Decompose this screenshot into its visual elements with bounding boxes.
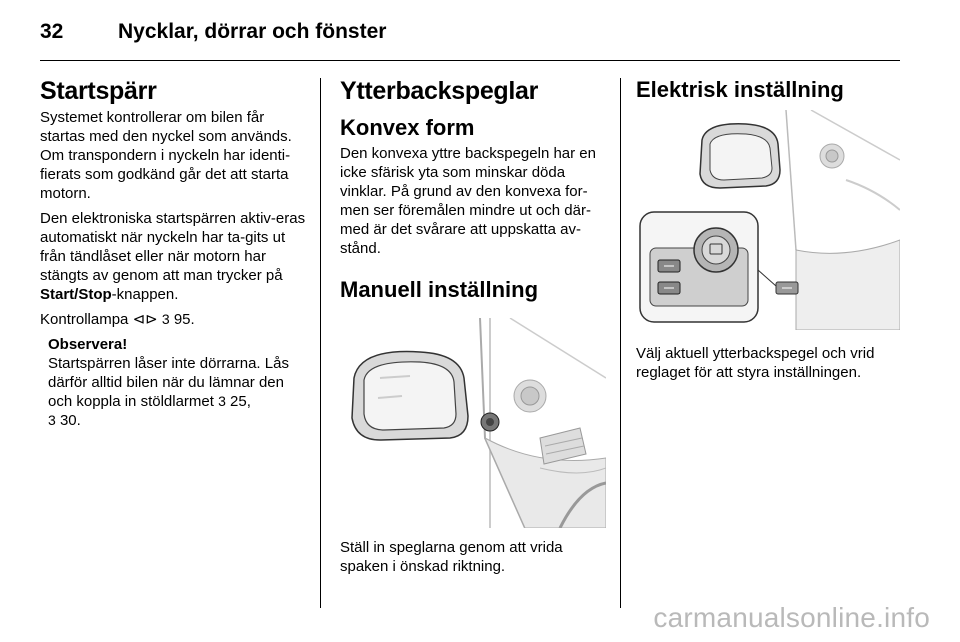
watermark: carmanualsonline.info xyxy=(653,602,930,633)
subheading-konvex-form: Konvex form xyxy=(340,115,475,140)
note-text: Startspärren låser inte dörrarna. Lås därför alltid bilen när du lämnar den och koppla in stöldlarmet 3 25, 3 30. xyxy=(48,355,289,429)
section-heading-ytterbackspeglar: Ytterbackspeglar xyxy=(340,77,539,105)
note-box xyxy=(48,335,306,430)
column-startsparr xyxy=(40,76,306,430)
paragraph-system: Systemet kontrollerar om bilen får startas med den nyckel som används. Om transpondern i nyckeln har identi-fierats som godkänd går det att starta motorn. xyxy=(40,109,292,202)
subheading-manuell: Manuell inställning xyxy=(340,277,539,302)
column-divider-2 xyxy=(620,78,621,608)
caption-electric: Välj aktuell ytterbackspegel och vrid reglaget för att styra inställningen. xyxy=(636,345,875,381)
page-number: 32 xyxy=(40,20,64,43)
paragraph-indicator-lamp: Kontrollampa ⊲⊳ 3 95. xyxy=(40,311,195,328)
paragraph-immobilizer: Den elektroniska startspärren aktiv-eras automatiskt när nyckeln har ta-gits ut från tändlåset eller när motorn har stängts av genom att man trycker på Start/Stop-knappen. xyxy=(40,210,306,303)
column-elektrisk xyxy=(636,76,902,388)
section-heading-elektrisk: Elektrisk inställning xyxy=(636,77,844,102)
start-stop-label: Start/Stop xyxy=(40,286,112,303)
caption-manual: Ställ in speglarna genom att vrida spaken i önskad riktning. xyxy=(340,539,563,575)
column-divider-1 xyxy=(320,78,321,608)
header-rule xyxy=(40,60,900,61)
reference-arrow-icon: 3 xyxy=(218,393,226,409)
column-ytterbackspeglar xyxy=(340,76,606,582)
electric-mirror-illustration xyxy=(636,110,900,330)
immobilizer-lamp-icon: ⊲⊳ xyxy=(132,311,158,328)
reference-arrow-icon: 3 xyxy=(48,412,56,428)
reference-arrow-icon: 3 xyxy=(161,311,170,327)
page-title: Nycklar, dörrar och fönster xyxy=(118,20,387,43)
paragraph-konvex: Den konvexa yttre backspegeln har en icke sfärisk yta som minskar döda vinklar. På grund av den konvexa for-men ser föremålen mindre ut och där-med är det svårare att uppskatta av-stånd. xyxy=(340,145,596,257)
manual-mirror-illustration xyxy=(340,318,606,528)
note-title: Observera! xyxy=(48,336,128,353)
section-heading-startsparr: Startspärr xyxy=(40,77,157,105)
